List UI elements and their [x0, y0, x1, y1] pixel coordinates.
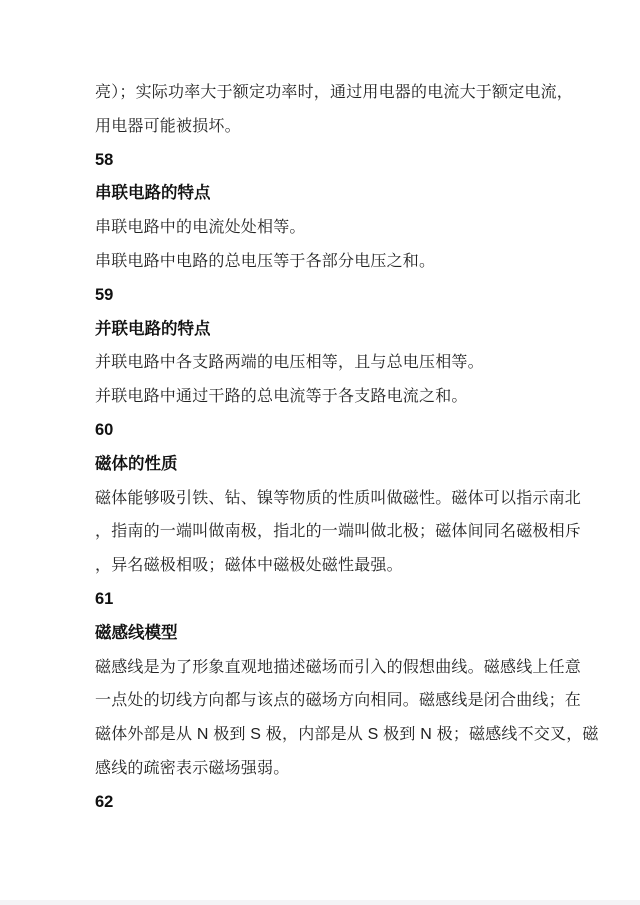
body-text-line: 磁感线是为了形象直观地描述磁场而引入的假想曲线。磁感线上任意	[95, 658, 582, 676]
body-text-line: ，指南的一端叫做南极，指北的一端叫做北极；磁体间同名磁极相斥	[95, 523, 582, 541]
body-text-line: 磁体外部是从 N 极到 S 极，内部是从 S 极到 N 极；磁感线不交叉，磁	[95, 726, 599, 744]
section-number: 58	[95, 150, 114, 169]
section-number: 62	[95, 792, 114, 811]
body-text-line: 感线的疏密表示磁场强弱。	[95, 759, 290, 777]
body-text-line: 一点处的切线方向都与该点的磁场方向相同。磁感线是闭合曲线；在	[95, 692, 582, 710]
paragraph	[95, 346, 547, 380]
body-text-line: 用电器可能被损坏。	[95, 117, 241, 135]
body-text-line: 磁体能够吸引铁、钻、镍等物质的性质叫做磁性。磁体可以指示南北	[95, 489, 582, 507]
section-heading: 串联电路的特点	[95, 184, 211, 203]
section-number: 59	[95, 285, 114, 304]
body-text-line: 串联电路中电路的总电压等于各部分电压之和。	[95, 252, 436, 270]
section-number: 61	[95, 589, 114, 608]
section-number: 60	[95, 420, 114, 439]
body-text-line: 并联电路中各支路两端的电压相等，且与总电压相等。	[95, 354, 484, 372]
page-bottom-edge	[0, 900, 640, 905]
section-heading: 磁感线模型	[95, 623, 178, 642]
paragraph	[95, 380, 547, 414]
paragraph	[95, 245, 547, 279]
paragraph	[95, 76, 574, 144]
paragraph	[95, 211, 547, 245]
body-text-line: 串联电路中的电流处处相等。	[95, 219, 306, 237]
section-heading: 并联电路的特点	[95, 319, 211, 338]
paragraph	[95, 482, 582, 583]
paragraph	[95, 651, 599, 786]
section-heading: 磁体的性质	[95, 454, 178, 473]
body-text-line: 亮）；实际功率大于额定功率时，通过用电器的电流大于额定电流，	[95, 84, 574, 101]
body-text-line: ，异名磁极相吸；磁体中磁极处磁性最强。	[95, 557, 403, 575]
body-text-line: 并联电路中通过干路的总电流等于各支路电流之和。	[95, 388, 468, 406]
